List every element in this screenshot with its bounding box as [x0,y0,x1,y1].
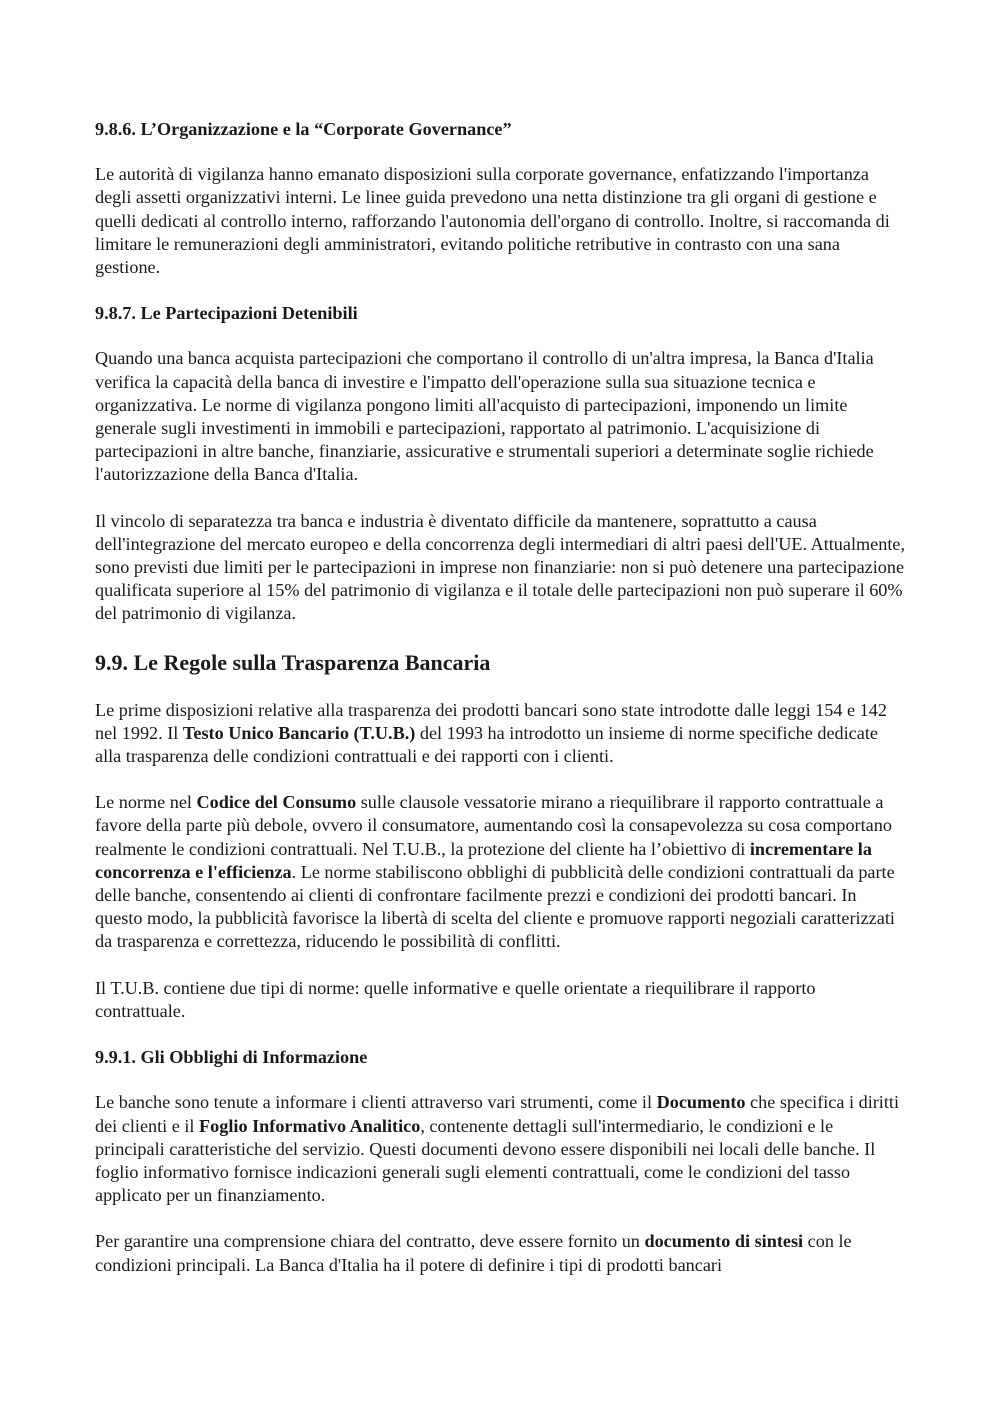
text-run: sulle clausole vessatorie mirano a riequilibrare il rapporto contrattuale a favore della parte più debole, ovvero il consumatore, aumentando così la consapevolezza su cosa comportano realmente le condizioni contrattuali. Nel T.U.B., la protezione del cliente ha l’obiettivo di [95,792,892,859]
text-run: Le banche sono tenute a informare i clienti attraverso vari strumenti, come il [95,1092,657,1113]
bold-term-documento: Documento [656,1092,746,1113]
heading-9-8-7: 9.8.7. Le Partecipazioni Detenibili [95,303,358,324]
paragraph-trasparenza-1 [95,699,907,769]
text-run: con le condizioni principali. La Banca d'Italia ha il potere di definire i tipi di prodotti bancari [95,1231,852,1275]
text-run: Per garantire una comprensione chiara del contratto, deve essere fornito un [95,1231,645,1252]
heading-9-9-1: 9.9.1. Gli Obblighi di Informazione [95,1047,368,1068]
text-run: . Le norme stabiliscono obblighi di pubblicità delle condizioni contrattuali da parte delle banche, consentendo ai clienti di confrontare facilmente prezzi e condizioni dei prodotti bancari. In questo modo, la pubblicità favorisce la libertà di scelta del cliente e promuove rapporti negoziali caratterizzati da trasparenza e correttezza, riducendo le possibilità di conflitti. [95,861,895,952]
bold-term-documento-sintesi: documento di sintesi [644,1231,804,1252]
paragraph-partecipazioni-1: Quando una banca acquista partecipazioni che comportano il controllo di un'altra impresa, la Banca d'Italia verifica la capacità della banca di investire e l'impatto dell'operazione sulla sua situazione tecnica e organizzativa. Le norme di vigilanza pongono limiti all'acquisto di partecipazioni, imponendo un limite generale sugli investimenti in immobili e partecipazioni, rapportato al patrimonio. L'acquisizione di partecipazioni in altre banche, finanziarie, assicurative e strumentali superiori a determinate soglie richiede l'autorizzazione della Banca d'Italia. [95,348,874,485]
bold-term-tub: Testo Unico Bancario (T.U.B.) [182,722,416,743]
paragraph-obblighi-1 [95,1091,907,1207]
text-run: che specifica i diritti dei clienti e il [95,1092,900,1136]
text-run: Le prime disposizioni relative alla trasparenza dei prodotti bancari sono state introdotte dalle leggi 154 e 142 nel 1992. Il [95,699,887,743]
paragraph-partecipazioni-2: Il vincolo di separatezza tra banca e industria è diventato difficile da mantenere, soprattutto a causa dell'integrazione del mercato europeo e della concorrenza degli intermediari di altri paesi dell'UE. Attualmente, sono previsti due limiti per le partecipazioni in imprese non finanziarie: non si può detenere una partecipazione qualificata superiore al 15% del patrimonio di vigilanza e il totale delle partecipazioni non può superare il 60% del patrimonio di vigilanza. [95,510,906,624]
paragraph-trasparenza-3: Il T.U.B. contiene due tipi di norme: quelle informative e quelle orientate a riequilibrare il rapporto contrattuale. [95,977,816,1021]
paragraph-governance: Le autorità di vigilanza hanno emanato disposizioni sulla corporate governance, enfatizzando l'importanza degli assetti organizzativi interni. Le linee guida prevedono una netta distinzione tra gli organi di gestione e quelli dedicati al controllo interno, rafforzando l'autonomia dell'organo di controllo. Inoltre, si raccomanda di limitare le remunerazioni degli amministratori, evitando politiche retributive in contrasto con una sana gestione. [95,164,890,278]
bold-term-foglio-informativo: Foglio Informativo Analitico [199,1115,421,1136]
paragraph-trasparenza-2 [95,791,907,953]
document-page [95,118,907,1300]
heading-9-8-6: 9.8.6. L’Organizzazione e la “Corporate Governance” [95,119,512,139]
text-run: Le norme nel [95,792,197,813]
heading-9-9: 9.9. Le Regole sulla Trasparenza Bancaria [95,649,491,675]
text-run: del 1993 ha introdotto un insieme di norme specifiche dedicate alla trasparenza delle condizioni contrattuali e dei rapporti con i clienti. [95,722,878,767]
text-run: , contenente dettagli sull'intermediario, le condizioni e le principali caratteristiche del servizio. Questi documenti devono essere disponibili nei locali delle banche. Il foglio informativo fornisce indicazioni generali sugli elementi contrattuali, come le condizioni del tasso applicato per un finanziamento. [95,1115,876,1206]
bold-term-concorrenza: incrementare la concorrenza e l'efficienza [95,838,872,882]
bold-term-codice-consumo: Codice del Consumo [196,792,357,813]
paragraph-obblighi-2 [95,1230,907,1276]
